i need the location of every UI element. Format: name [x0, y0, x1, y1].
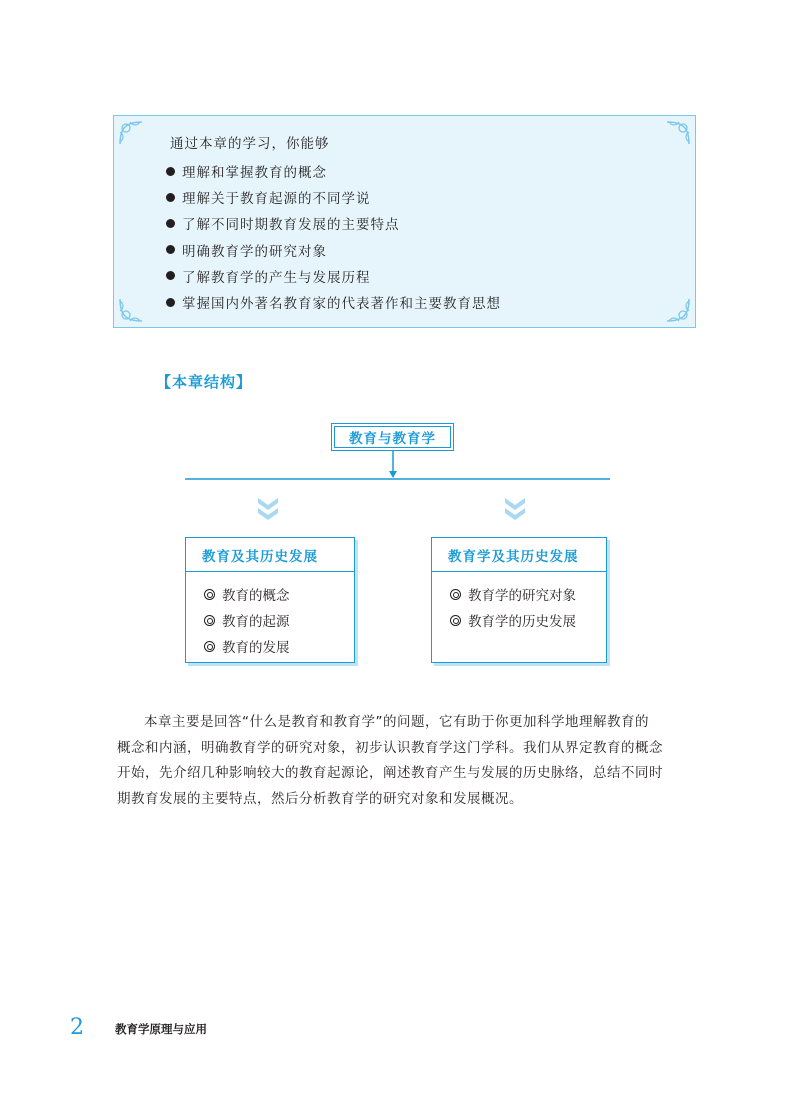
diagram-root-label: 教育与教育学 — [334, 426, 451, 448]
objective-item — [166, 210, 501, 236]
right-chevron-icon — [505, 498, 525, 520]
bullet-icon — [166, 298, 175, 307]
branch-item — [450, 581, 606, 607]
objective-item — [166, 237, 501, 263]
chapter-summary-paragraph — [117, 710, 695, 812]
corner-ornament-icon — [663, 295, 693, 325]
paragraph-line: 期教育发展的主要特点，然后分析教育学的研究对象和发展概况。 — [117, 790, 523, 807]
left-chevron-icon — [258, 498, 278, 520]
objective-text: 明确教育学的研究对象 — [182, 243, 327, 260]
branch-item-text: 教育的发展 — [222, 640, 290, 656]
double-circle-icon — [204, 641, 215, 652]
objective-text: 理解关于教育起源的不同学说 — [182, 191, 371, 208]
branch-item-text: 教育的起源 — [222, 614, 290, 630]
left-branch-list — [186, 572, 354, 659]
objective-text: 掌握国内外著名教育家的代表著作和主要教育思想 — [182, 296, 501, 313]
objective-text: 了解教育学的产生与发展历程 — [182, 269, 371, 286]
objectives-intro: 通过本章的学习，你能够 — [170, 136, 330, 152]
right-branch-title: 教育学及其历史发展 — [432, 538, 606, 572]
branch-item — [204, 581, 354, 607]
bullet-icon — [166, 167, 175, 176]
page-number: 2 — [70, 1015, 84, 1040]
double-circle-icon — [204, 589, 215, 600]
branch-item-text: 教育学的研究对象 — [468, 588, 576, 604]
paragraph-line: 本章主要是回答“什么是教育和教育学”的问题，它有助于你更加科学地理解教育的 — [144, 714, 649, 730]
branch-item — [450, 607, 606, 633]
paragraph-line: 概念和内涵，明确教育学的研究对象，初步认识教育学这门学科。我们从界定教育的概念 — [117, 739, 663, 756]
bullet-icon — [166, 193, 175, 202]
objective-text: 理解和掌握教育的概念 — [182, 165, 327, 182]
bullet-icon — [166, 219, 175, 228]
double-circle-icon — [450, 589, 461, 600]
left-branch-title: 教育及其历史发展 — [186, 538, 354, 572]
right-branch-list — [432, 572, 606, 633]
section-heading: 【本章结构】 — [156, 373, 253, 391]
branch-item — [204, 633, 354, 659]
bullet-icon — [166, 245, 175, 254]
diagram-left-branch — [185, 537, 355, 663]
diagram-right-branch — [431, 537, 607, 663]
branch-item-text: 教育学的历史发展 — [468, 614, 576, 630]
paragraph-line: 开始，先介绍几种影响较大的教育起源论，阐述教育产生与发展的历史脉络，总结不同时 — [117, 765, 663, 781]
objective-item — [166, 158, 501, 184]
down-arrow-icon — [389, 471, 397, 478]
double-circle-icon — [450, 615, 461, 626]
objectives-list — [166, 158, 501, 315]
corner-ornament-icon — [663, 118, 693, 148]
objective-item — [166, 263, 501, 289]
corner-ornament-icon — [116, 118, 146, 148]
objective-item — [166, 289, 501, 315]
objective-item — [166, 184, 501, 210]
running-footer-title: 教育学原理与应用 — [115, 1022, 207, 1036]
objective-text: 了解不同时期教育发展的主要特点 — [182, 217, 400, 234]
branch-item-text: 教育的概念 — [222, 588, 290, 604]
learning-objectives-box — [113, 115, 696, 328]
branch-item — [204, 607, 354, 633]
double-circle-icon — [204, 615, 215, 626]
corner-ornament-icon — [116, 295, 146, 325]
diagram-root-box — [331, 423, 454, 451]
bullet-icon — [166, 271, 175, 280]
